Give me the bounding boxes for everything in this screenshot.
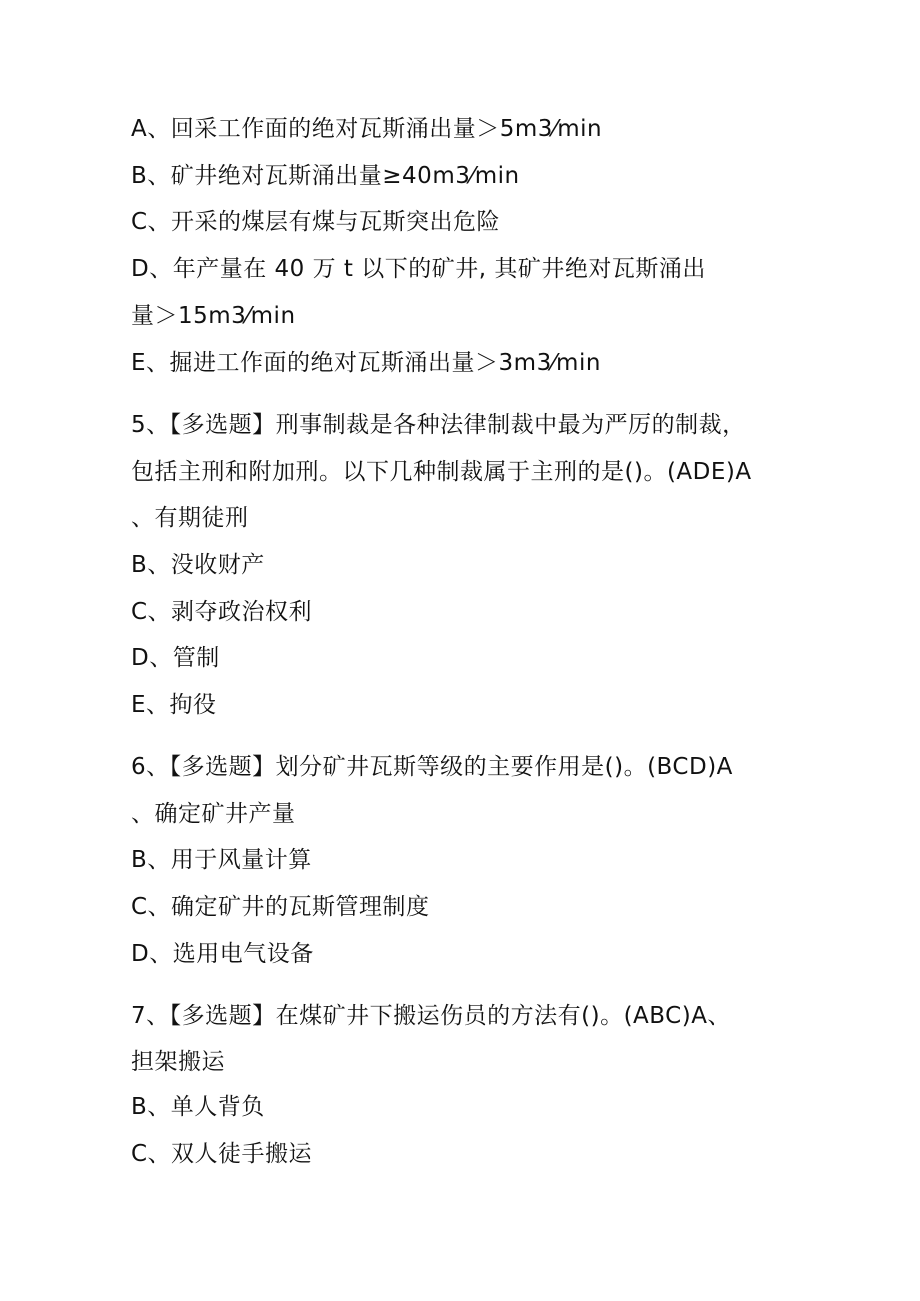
question-5-option-c: C、剥夺政治权利: [131, 599, 313, 625]
question-5-option-a: 、有期徒刑: [131, 505, 249, 531]
question-7-option-c: C、双人徒手搬运: [131, 1141, 313, 1167]
question-6-option-d: D、选用电气设备: [131, 941, 314, 967]
option-d-text: D、年产量在 40 万 t 以下的矿井, 其矿井绝对瓦斯涌出: [131, 256, 706, 282]
question-5-text: 5、【多选题】刑事制裁是各种法律制裁中最为严厉的制裁，: [131, 412, 746, 438]
option-d-text-continued: 量＞15m3⁄min: [131, 303, 296, 329]
question-7-option-b: B、单人背负: [131, 1094, 265, 1120]
question-6-text: 6、【多选题】划分矿井瓦斯等级的主要作用是()。(BCD)A: [131, 754, 733, 780]
option-a-text: A、回采工作面的绝对瓦斯涌出量＞5m3⁄min: [131, 116, 603, 142]
question-7-option-a: 担架搬运: [131, 1049, 225, 1075]
question-6-option-c: C、确定矿井的瓦斯管理制度: [131, 894, 430, 920]
question-5-option-e: E、拘役: [131, 692, 217, 718]
option-e-text: E、掘进工作面的绝对瓦斯涌出量＞3m3⁄min: [131, 350, 601, 376]
option-b-text: B、矿井绝对瓦斯涌出量≥40m3⁄min: [131, 163, 520, 189]
option-c-text: C、开采的煤层有煤与瓦斯突出危险: [131, 209, 501, 235]
question-7-text: 7、【多选题】在煤矿井下搬运伤员的方法有()。(ABC)A、: [131, 1003, 731, 1029]
question-5-option-b: B、没收财产: [131, 552, 265, 578]
question-6-option-a: 、确定矿井产量: [131, 801, 296, 827]
question-5-text-continued: 包括主刑和附加刑。以下几种制裁属于主刑的是()。(ADE)A: [131, 459, 752, 485]
question-6-option-b: B、用于风量计算: [131, 847, 312, 873]
question-5-option-d: D、管制: [131, 645, 220, 671]
